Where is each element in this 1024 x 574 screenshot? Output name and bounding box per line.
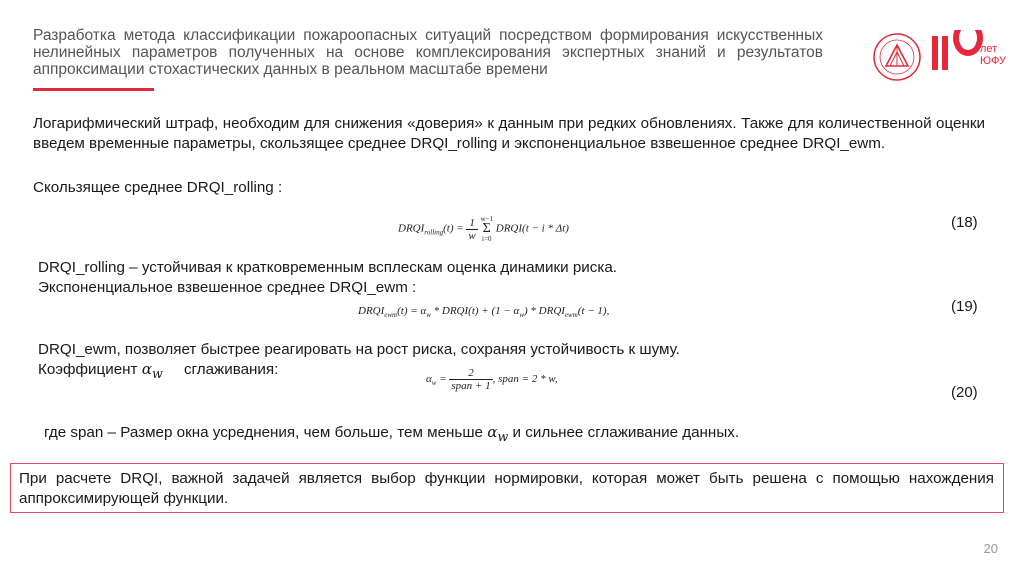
f20-eq: = [436,373,450,386]
f19-tail: ) * DRQI [524,305,565,317]
f18-rhs: DRQI(t − i * Δt) [495,222,569,235]
f18-fraction [466,217,477,242]
sum-symbol: Σ [482,221,491,236]
coef-prefix: Коэффициент [38,361,138,378]
f19-alpha-sub: w [426,311,431,320]
f19-lhs-sub: ewm [384,311,398,320]
ewm-heading: Экспоненциальное взвешенное среднее DRQI_ewm : [38,279,417,296]
logo-org-label: ЮФУ [980,55,1006,67]
formula-18 [398,215,569,243]
f19-lhs: DRQI [358,305,385,317]
f19-tail-sub: ewm [564,311,578,320]
callout-text: При расчете DRQI, важной задачей является выбор функции нормировки, которая может быть решена с помощью нахождения аппроксимирующей функции. [19,470,994,507]
f18-sum [481,215,494,243]
f18-sum-top: w−1 [480,215,494,223]
f19-mid: * DRQI(t) + (1 − α [430,305,520,317]
equation-number-18: (18) [951,214,978,231]
f19-end: (t − 1), [577,305,610,317]
f19-mid-sub: w [519,311,524,320]
f19-rest: (t) = α [397,305,427,317]
f20-den: span + 1 [451,380,491,392]
coef-suffix: сглаживания: [183,361,279,378]
span-prefix: где span – Размер окна усреднения, чем больше, тем меньше [44,424,483,441]
slide-title: Разработка метода классификации пожароопасных ситуаций посредством формирования искусственных нелинейных параметров полученных на основе комплексирования экспертных знаний и результатов аппроксимации стохастических данных в реальном масштабе времени [33,27,823,78]
f18-frac-den: w [468,229,476,242]
alpha-sub: w [152,366,163,382]
f18-lhs-sub: rolling [424,228,444,237]
alpha-symbol [141,360,163,382]
f20-rest: , span = 2 * w, [492,373,558,386]
alpha-char: α [141,360,152,378]
alpha-sub-inline: w [497,429,509,445]
f18-arg: (t) = [443,222,464,235]
f18-sum-bottom: i=0 [482,235,492,243]
f20-lhs-sub: w [431,379,437,388]
rolling-heading: Скользящее среднее DRQI_rolling : [33,179,283,196]
formula-20 [426,367,558,392]
title-underline [33,88,154,91]
span-suffix: и сильнее сглаживание данных. [512,424,740,441]
alpha-char-inline: α [487,423,498,441]
f20-fraction [449,367,492,392]
anniversary-logo-text [980,43,1006,67]
logo-years-label: лет [980,43,998,55]
coefficient-line [38,360,278,384]
formula-19 [358,305,609,319]
equation-number-20: (20) [951,384,978,401]
span-description [44,423,739,447]
f18-lhs: DRQI [398,222,425,235]
page-number: 20 [983,541,998,556]
intro-paragraph: Логарифмический штраф, необходим для снижения «доверия» к данным при редких обновлениях. Также для количественной оценки введем временные параметры, скользящее среднее DRQI_rolling и экспоненциальное взвешенное среднее DRQI_ewm. [33,115,985,152]
rolling-description: DRQI_rolling – устойчивая к кратковременным всплескам оценка динамики риска. [38,259,618,276]
f20-lhs: α [426,373,432,386]
ewm-description: DRQI_ewm, позволяет быстрее реагировать на рост риска, сохраняя устойчивость к шуму. [38,341,680,358]
f20-num: 2 [449,367,492,380]
equation-number-19: (19) [951,298,978,315]
university-emblem-logo [872,32,922,82]
f18-frac-num: 1 [466,217,477,230]
alpha-symbol-inline [487,423,509,445]
